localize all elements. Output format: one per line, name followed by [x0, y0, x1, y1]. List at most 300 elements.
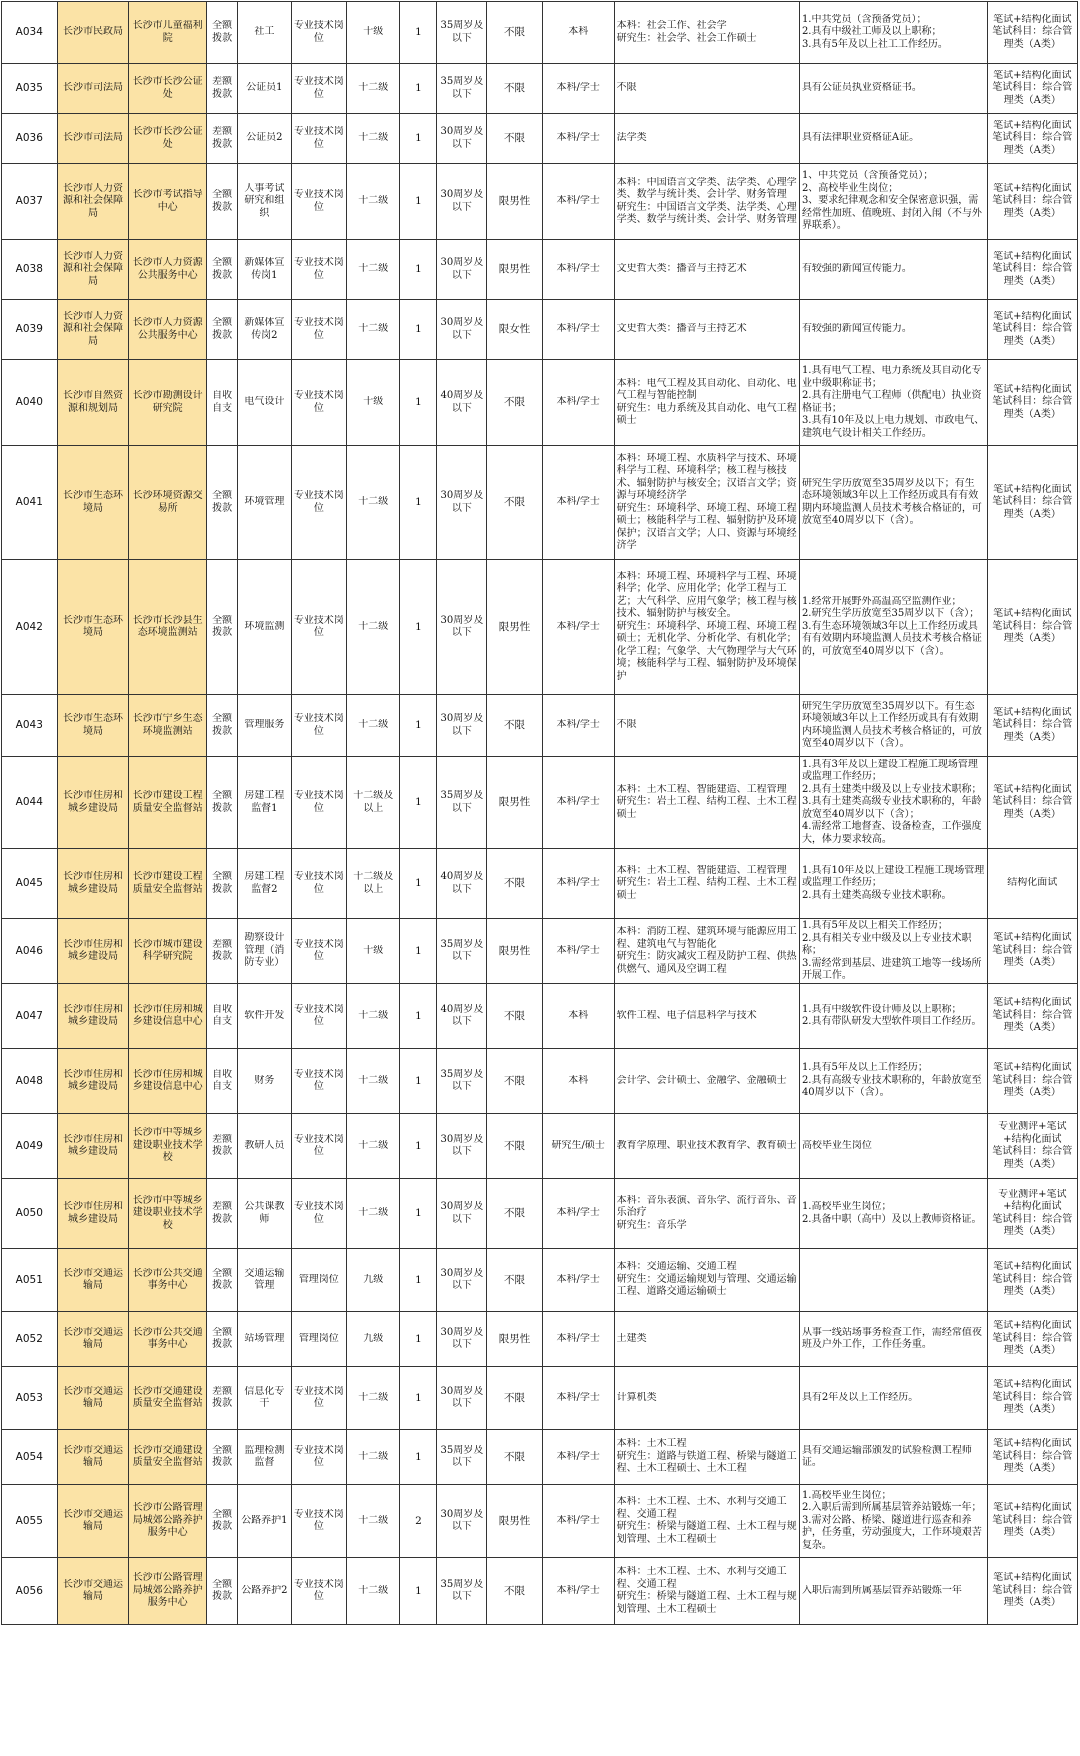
department-cell: [57, 1367, 129, 1430]
department-cell: [57, 560, 129, 695]
other-requirements-cell: [799, 1049, 987, 1114]
other-requirements: 具有法律职业资格证A证。: [801, 132, 920, 144]
job-code: A050: [15, 1207, 43, 1219]
exam-method-cell: [987, 2, 1077, 64]
exam-method: 笔试+结构化面试 笔试科目：综合管理类（A类）: [992, 1572, 1073, 1609]
other-requirements-cell: [799, 1114, 987, 1179]
job-code-cell: [2, 360, 58, 446]
post-category-cell: [291, 1430, 347, 1485]
exam-method-cell: [987, 1430, 1077, 1485]
funding-type-cell: [206, 1249, 237, 1312]
gender-requirement: 限女性: [498, 323, 531, 335]
funding-type-cell: [206, 1179, 237, 1249]
funding-type: 差额拨款: [212, 76, 233, 100]
other-requirements-cell: [799, 1249, 987, 1312]
education-requirement-cell: [542, 240, 614, 300]
exam-method: 专业测评+笔试+结构化面试 笔试科目：综合管理类（A类）: [992, 1121, 1073, 1170]
other-requirements-cell: [799, 1430, 987, 1485]
post-name-cell: [238, 1312, 291, 1367]
employer-unit-cell: [129, 1367, 207, 1430]
other-requirements-cell: [799, 2, 987, 64]
major-requirement-cell: [614, 695, 799, 757]
employer-unit: 长沙市长沙公证处: [132, 126, 203, 150]
education-requirement: 本科/学士: [556, 1584, 600, 1596]
table-row: [2, 757, 1078, 849]
department: 长沙市交通运输局: [62, 1578, 123, 1602]
post-level-cell: [347, 919, 400, 984]
major-requirement-cell: [614, 360, 799, 446]
education-requirement: 本科/学士: [556, 1207, 600, 1219]
job-code-cell: [2, 1049, 58, 1114]
post-category-cell: [291, 560, 347, 695]
employer-unit-cell: [129, 1114, 207, 1179]
post-name-cell: [238, 164, 291, 240]
exam-method: 笔试+结构化面试 笔试科目：综合管理类（A类）: [992, 250, 1073, 287]
department-cell: [57, 919, 129, 984]
education-requirement-cell: [542, 1049, 614, 1114]
major-requirement: 文史哲大类：播音与主持艺术: [616, 323, 747, 335]
education-requirement-cell: [542, 1485, 614, 1558]
major-requirement-cell: [614, 1049, 799, 1114]
hiring-count: 1: [415, 396, 422, 408]
post-level: 十二级: [358, 620, 389, 632]
job-code-cell: [2, 164, 58, 240]
gender-requirement: 不限: [504, 132, 526, 144]
post-category: 专业技术岗位: [293, 871, 344, 895]
other-requirements: 1、中共党员（含预备党员）； 2、高校毕业生岗位； 3、要求纪律观念和安全保密意识强，需经常性加班、值晚班、封闭入闱（不与外界联系）。: [801, 170, 982, 232]
other-requirements: 入职后需到所属基层管养站锻炼一年: [801, 1584, 962, 1596]
employer-unit: 长沙市考试指导中心: [132, 189, 203, 213]
other-requirements: 1.经常开展野外高温高空监测作业； 2.研究生学历放宽至35周岁以下（含）； 3.有生态环境领域3年以上工作经历或具有有效期内环境监测人员技术考核合格证的，可放宽至40周岁以下（含）。: [801, 595, 982, 657]
major-requirement-cell: [614, 1312, 799, 1367]
post-name: 管理服务: [244, 719, 285, 731]
major-requirement: 本科：交通运输、交通工程 研究生：交通运输规划与管理、交通运输工程、道路交通运输硕士: [616, 1261, 797, 1298]
post-level: 十二级: [358, 1009, 389, 1021]
table-row: [2, 1430, 1078, 1485]
exam-method-cell: [987, 984, 1077, 1049]
post-name: 房建工程监督2: [244, 871, 285, 895]
job-code: A055: [15, 1514, 43, 1527]
employer-unit-cell: [129, 849, 207, 919]
table-row: [2, 695, 1078, 757]
post-name-cell: [238, 757, 291, 849]
post-category: 专业技术岗位: [293, 614, 344, 638]
post-level-cell: [347, 1249, 400, 1312]
major-requirement-cell: [614, 446, 799, 560]
job-table-body: [2, 2, 1078, 1625]
post-level: 十二级: [358, 719, 389, 731]
gender-requirement: 不限: [504, 719, 526, 731]
post-level-cell: [347, 849, 400, 919]
employer-unit-cell: [129, 114, 207, 164]
post-category-cell: [291, 164, 347, 240]
job-code: A035: [15, 82, 43, 94]
major-requirement: 土建类: [616, 1332, 647, 1344]
gender-requirement: 不限: [504, 82, 526, 94]
post-name-cell: [238, 560, 291, 695]
major-requirement: 本科：土木工程、土木、水利与交通工程、交通工程 研究生：桥梁与隧道工程、土木工程与规划管理、土木工程硕士: [616, 1566, 797, 1615]
post-level-cell: [347, 360, 400, 446]
employer-unit-cell: [129, 1249, 207, 1312]
table-row: [2, 360, 1078, 446]
post-level-cell: [347, 984, 400, 1049]
post-level: 十二级: [358, 323, 389, 335]
major-requirement-cell: [614, 300, 799, 360]
table-row: [2, 300, 1078, 360]
hiring-count-cell: [400, 849, 437, 919]
age-requirement-cell: [437, 64, 487, 114]
post-level: 十二级: [358, 1074, 389, 1086]
post-category-cell: [291, 984, 347, 1049]
age-requirement: 30周岁及以下: [440, 490, 484, 514]
post-name-cell: [238, 984, 291, 1049]
post-category: 专业技术岗位: [293, 1068, 344, 1092]
other-requirements: 具有2年及以上工作经历。: [801, 1391, 919, 1403]
education-requirement-cell: [542, 1249, 614, 1312]
education-requirement-cell: [542, 1367, 614, 1430]
department: 长沙市住房和城乡建设局: [62, 938, 123, 962]
major-requirement: 本科：消防工程、建筑环境与能源应用工程、建筑电气与智能化 研究生：防灾减灾工程及防护工程、供热供燃气、通风及空调工程: [616, 926, 797, 975]
major-requirement: 不限: [616, 82, 637, 94]
post-name: 信息化专干: [244, 1385, 285, 1409]
major-requirement: 法学类: [616, 132, 647, 144]
age-requirement: 30周岁及以下: [440, 189, 484, 213]
hiring-count-cell: [400, 1430, 437, 1485]
gender-requirement-cell: [487, 1485, 543, 1558]
funding-type: 自收自支: [212, 1068, 233, 1092]
other-requirements-cell: [799, 300, 987, 360]
education-requirement-cell: [542, 757, 614, 849]
post-category: 专业技术岗位: [293, 189, 344, 213]
hiring-count-cell: [400, 560, 437, 695]
department-cell: [57, 300, 129, 360]
hiring-count: 1: [415, 1074, 422, 1087]
job-code-cell: [2, 984, 58, 1049]
table-row: [2, 984, 1078, 1049]
gender-requirement: 不限: [504, 396, 526, 408]
funding-type: 全额拨款: [212, 1444, 233, 1468]
hiring-count-cell: [400, 695, 437, 757]
department: 长沙市人力资源和社会保障局: [62, 250, 123, 287]
exam-method: 笔试+结构化面试 笔试科目：综合管理类（A类）: [992, 1379, 1073, 1416]
major-requirement: 本科：土木工程、智能建造、工程管理 研究生：岩土工程、结构工程、土木工程硕士: [616, 783, 797, 820]
major-requirement: 本科：社会工作、社会学 研究生：社会学、社会工作硕士: [616, 20, 757, 44]
post-category-cell: [291, 300, 347, 360]
major-requirement: 本科：环境工程、环境科学与工程、环境科学；化学、应用化学；化学工程与工艺；大气科学、应用气象学；核工程与核技术、辐射防护与核安全。 研究生：环境科学、环境工程、环境工程硕士；无机化学、分析化学、有机化学；化学工程；气象学、大气物理学与大气环境；核能科学与工程、辐射防护及环境保护: [616, 570, 797, 682]
age-requirement-cell: [437, 1312, 487, 1367]
other-requirements: 有较强的新闻宣传能力。: [801, 263, 912, 275]
department-cell: [57, 1485, 129, 1558]
post-category-cell: [291, 240, 347, 300]
funding-type-cell: [206, 64, 237, 114]
department-cell: [57, 695, 129, 757]
hiring-count-cell: [400, 64, 437, 114]
post-category: 专业技术岗位: [293, 1385, 344, 1409]
major-requirement: 会计学、会计硕士、金融学、金融硕士: [616, 1074, 787, 1086]
other-requirements: 1.具有3年及以上建设工程施工现场管理或监理工作经历； 2.具有土建类中级及以上专业技术职称； 3.具有土建类高级专业技术职称的，年龄放宽至40周岁以下（含）； 4.需经常工地督查、设备检查，工作强度大，体力要求较高。: [801, 758, 982, 845]
job-code: A049: [15, 1139, 43, 1152]
exam-method-cell: [987, 1179, 1077, 1249]
job-code-cell: [2, 1558, 58, 1625]
post-name: 环境监测: [244, 620, 285, 632]
department: 长沙市交通运输局: [62, 1267, 123, 1291]
funding-type: 自收自支: [212, 1003, 233, 1027]
gender-requirement: 限男性: [498, 620, 531, 633]
education-requirement-cell: [542, 164, 614, 240]
hiring-count: 1: [415, 944, 422, 957]
exam-method-cell: [987, 919, 1077, 984]
education-requirement: 本科/学士: [556, 620, 600, 632]
other-requirements: 具有公证员执业资格证书。: [801, 82, 922, 94]
gender-requirement-cell: [487, 1430, 543, 1485]
gender-requirement-cell: [487, 919, 543, 984]
education-requirement: 本科/学士: [556, 1450, 600, 1462]
department: 长沙市生态环境局: [62, 713, 123, 737]
department-cell: [57, 1179, 129, 1249]
exam-method: 专业测评+笔试+结构化面试 笔试科目：综合管理类（A类）: [992, 1188, 1073, 1237]
post-name-cell: [238, 300, 291, 360]
post-name: 公路养护1: [241, 1514, 288, 1526]
employer-unit-cell: [129, 446, 207, 560]
education-requirement: 本科: [568, 1074, 589, 1086]
hiring-count-cell: [400, 984, 437, 1049]
exam-method: 笔试+结构化面试 笔试科目：综合管理类（A类）: [992, 13, 1073, 50]
post-level-cell: [347, 757, 400, 849]
exam-method-cell: [987, 240, 1077, 300]
age-requirement-cell: [437, 2, 487, 64]
major-requirement: 教育学原理、职业技术教育学、教育硕士: [616, 1139, 797, 1151]
post-level: 十二级: [358, 82, 389, 94]
exam-method-cell: [987, 446, 1077, 560]
post-category: 管理岗位: [298, 1332, 339, 1344]
employer-unit-cell: [129, 757, 207, 849]
table-row: [2, 64, 1078, 114]
post-level-cell: [347, 64, 400, 114]
post-name: 监理检测监督: [244, 1444, 285, 1468]
table-row: [2, 164, 1078, 240]
employer-unit-cell: [129, 1312, 207, 1367]
post-name-cell: [238, 114, 291, 164]
age-requirement: 30周岁及以下: [440, 1385, 484, 1409]
post-category: 专业技术岗位: [293, 20, 344, 44]
gender-requirement: 不限: [504, 26, 526, 38]
department-cell: [57, 1249, 129, 1312]
job-code-cell: [2, 1430, 58, 1485]
hiring-count-cell: [400, 446, 437, 560]
major-requirement: 本科：土木工程、智能建造、工程管理 研究生：岩土工程、结构工程、土木工程硕士: [616, 864, 797, 901]
post-category-cell: [291, 1114, 347, 1179]
post-level: 十二级: [358, 1450, 389, 1462]
post-category-cell: [291, 1312, 347, 1367]
employer-unit: 长沙市公共交通事务中心: [132, 1267, 203, 1291]
post-level: 十二级: [358, 132, 389, 144]
hiring-count-cell: [400, 1049, 437, 1114]
funding-type: 全额拨款: [212, 1267, 233, 1291]
employer-unit-cell: [129, 164, 207, 240]
funding-type: 差额拨款: [212, 1385, 233, 1409]
post-category-cell: [291, 360, 347, 446]
education-requirement: 本科/学士: [556, 944, 600, 956]
gender-requirement-cell: [487, 64, 543, 114]
funding-type: 差额拨款: [212, 1201, 233, 1225]
exam-method: 笔试+结构化面试 笔试科目：综合管理类（A类）: [992, 182, 1073, 219]
other-requirements-cell: [799, 360, 987, 446]
age-requirement: 35周岁及以下: [440, 790, 484, 814]
other-requirements-cell: [799, 164, 987, 240]
funding-type-cell: [206, 849, 237, 919]
post-category: 专业技术岗位: [293, 1508, 344, 1532]
employer-unit-cell: [129, 2, 207, 64]
post-category-cell: [291, 1249, 347, 1312]
post-level: 十二级: [358, 1514, 389, 1526]
post-name: 财务: [254, 1074, 275, 1086]
gender-requirement-cell: [487, 1114, 543, 1179]
job-code: A045: [15, 877, 43, 889]
age-requirement-cell: [437, 446, 487, 560]
employer-unit: 长沙市宁乡生态环境监测站: [132, 713, 203, 737]
age-requirement-cell: [437, 1114, 487, 1179]
other-requirements: 高校毕业生岗位: [801, 1139, 872, 1151]
post-name-cell: [238, 446, 291, 560]
hiring-count: 1: [415, 1207, 422, 1219]
gender-requirement-cell: [487, 560, 543, 695]
other-requirements-cell: [799, 1558, 987, 1625]
hiring-count: 1: [415, 1584, 422, 1597]
gender-requirement-cell: [487, 164, 543, 240]
post-category-cell: [291, 1179, 347, 1249]
post-level-cell: [347, 2, 400, 64]
department-cell: [57, 1114, 129, 1179]
major-requirement-cell: [614, 164, 799, 240]
gender-requirement: 不限: [504, 1074, 526, 1087]
table-row: [2, 1312, 1078, 1367]
gender-requirement: 限男性: [498, 1514, 531, 1527]
department: 长沙市交通运输局: [62, 1444, 123, 1468]
education-requirement-cell: [542, 64, 614, 114]
funding-type-cell: [206, 360, 237, 446]
job-code: A053: [15, 1391, 43, 1404]
gender-requirement-cell: [487, 2, 543, 64]
post-category-cell: [291, 1049, 347, 1114]
age-requirement-cell: [437, 1249, 487, 1312]
post-name: 勘察设计管理（消防专业）: [244, 932, 285, 969]
age-requirement-cell: [437, 300, 487, 360]
other-requirements-cell: [799, 849, 987, 919]
education-requirement-cell: [542, 1430, 614, 1485]
job-code-cell: [2, 1249, 58, 1312]
major-requirement-cell: [614, 1430, 799, 1485]
funding-type: 差额拨款: [212, 938, 233, 962]
major-requirement-cell: [614, 1179, 799, 1249]
department: 长沙市交通运输局: [62, 1508, 123, 1532]
gender-requirement-cell: [487, 1249, 543, 1312]
job-code-cell: [2, 64, 58, 114]
post-name: 电气设计: [244, 396, 285, 408]
job-code: A052: [15, 1332, 43, 1345]
employer-unit: 长沙市长沙公证处: [132, 76, 203, 100]
employer-unit-cell: [129, 919, 207, 984]
age-requirement-cell: [437, 757, 487, 849]
post-level-cell: [347, 164, 400, 240]
hiring-count: 1: [415, 26, 422, 38]
department: 长沙市司法局: [62, 82, 123, 94]
exam-method-cell: [987, 164, 1077, 240]
department: 长沙市人力资源和社会保障局: [62, 182, 123, 219]
post-name-cell: [238, 1485, 291, 1558]
table-row: [2, 114, 1078, 164]
job-code: A034: [15, 26, 43, 38]
hiring-count-cell: [400, 1558, 437, 1625]
exam-method: 结构化面试: [1007, 877, 1058, 889]
post-category: 专业技术岗位: [293, 76, 344, 100]
funding-type-cell: [206, 164, 237, 240]
hiring-count: 1: [415, 195, 422, 207]
post-category-cell: [291, 695, 347, 757]
other-requirements: 1.高校毕业生岗位； 2.入职后需到所属基层管养站锻炼一年； 3.需对公路、桥梁、隧道进行巡查和养护，任务重，劳动强度大，工作环境艰苦复杂。: [801, 1489, 982, 1551]
table-row: [2, 1179, 1078, 1249]
funding-type: 全额拨款: [212, 189, 233, 213]
major-requirement: 本科：中国语言文学类、法学类、心理学类、数学与统计类、会计学、财务管理 研究生：中国语言文学类、法学类、心理学类、数学与统计类、会计学、财务管理: [616, 176, 797, 225]
age-requirement: 30周岁及以下: [440, 317, 484, 341]
post-name: 人事考试研究和组织: [244, 182, 285, 219]
major-requirement: 本科：土木工程、土木、水利与交通工程、交通工程 研究生：桥梁与隧道工程、土木工程与规划管理、土木工程硕士: [616, 1496, 797, 1545]
job-code: A047: [15, 1009, 43, 1022]
gender-requirement: 不限: [504, 1009, 526, 1022]
major-requirement-cell: [614, 1485, 799, 1558]
exam-method-cell: [987, 1049, 1077, 1114]
hiring-count-cell: [400, 1367, 437, 1430]
employer-unit-cell: [129, 64, 207, 114]
gender-requirement-cell: [487, 360, 543, 446]
employer-unit: 长沙市公共交通事务中心: [132, 1326, 203, 1350]
education-requirement: 本科/学士: [556, 796, 600, 808]
age-requirement-cell: [437, 1430, 487, 1485]
other-requirements: 研究生学历放宽至35周岁及以下；有生态环境领域3年以上工作经历或具有有效期内环境监测人员技术考核合格证的，可放宽至40周岁以下（含）。: [801, 477, 982, 526]
funding-type: 差额拨款: [212, 126, 233, 150]
gender-requirement-cell: [487, 300, 543, 360]
age-requirement: 30周岁及以下: [440, 614, 484, 638]
post-level-cell: [347, 695, 400, 757]
department: 长沙市民政局: [62, 26, 123, 38]
post-name: 公共课教师: [244, 1201, 285, 1225]
department: 长沙市住房和城乡建设局: [62, 1133, 123, 1157]
job-code-cell: [2, 300, 58, 360]
exam-method: 笔试+结构化面试 笔试科目：综合管理类（A类）: [992, 1062, 1073, 1099]
post-category-cell: [291, 1485, 347, 1558]
age-requirement-cell: [437, 360, 487, 446]
age-requirement-cell: [437, 984, 487, 1049]
gender-requirement-cell: [487, 240, 543, 300]
exam-method: 笔试+结构化面试 笔试科目：综合管理类（A类）: [992, 483, 1073, 520]
other-requirements: 具有交通运输部颁发的试验检测工程师证。: [801, 1444, 972, 1468]
major-requirement: 本科：音乐表演、音乐学、流行音乐、音乐治疗 研究生：音乐学: [616, 1194, 797, 1231]
hiring-count: 1: [415, 496, 422, 508]
department-cell: [57, 849, 129, 919]
education-requirement: 本科/学士: [556, 1332, 600, 1344]
education-requirement-cell: [542, 360, 614, 446]
job-code: A056: [15, 1584, 43, 1597]
employer-unit: 长沙市儿童福利院: [132, 20, 203, 44]
job-code-cell: [2, 1485, 58, 1558]
funding-type-cell: [206, 300, 237, 360]
exam-method: 笔试+结构化面试 笔试科目：综合管理类（A类）: [992, 1502, 1073, 1539]
employer-unit: 长沙市建设工程质量安全监督站: [132, 871, 203, 895]
exam-method: 笔试+结构化面试 笔试科目：综合管理类（A类）: [992, 383, 1073, 420]
exam-method: 笔试+结构化面试 笔试科目：综合管理类（A类）: [992, 1261, 1073, 1298]
education-requirement-cell: [542, 114, 614, 164]
post-category-cell: [291, 757, 347, 849]
table-row: [2, 446, 1078, 560]
